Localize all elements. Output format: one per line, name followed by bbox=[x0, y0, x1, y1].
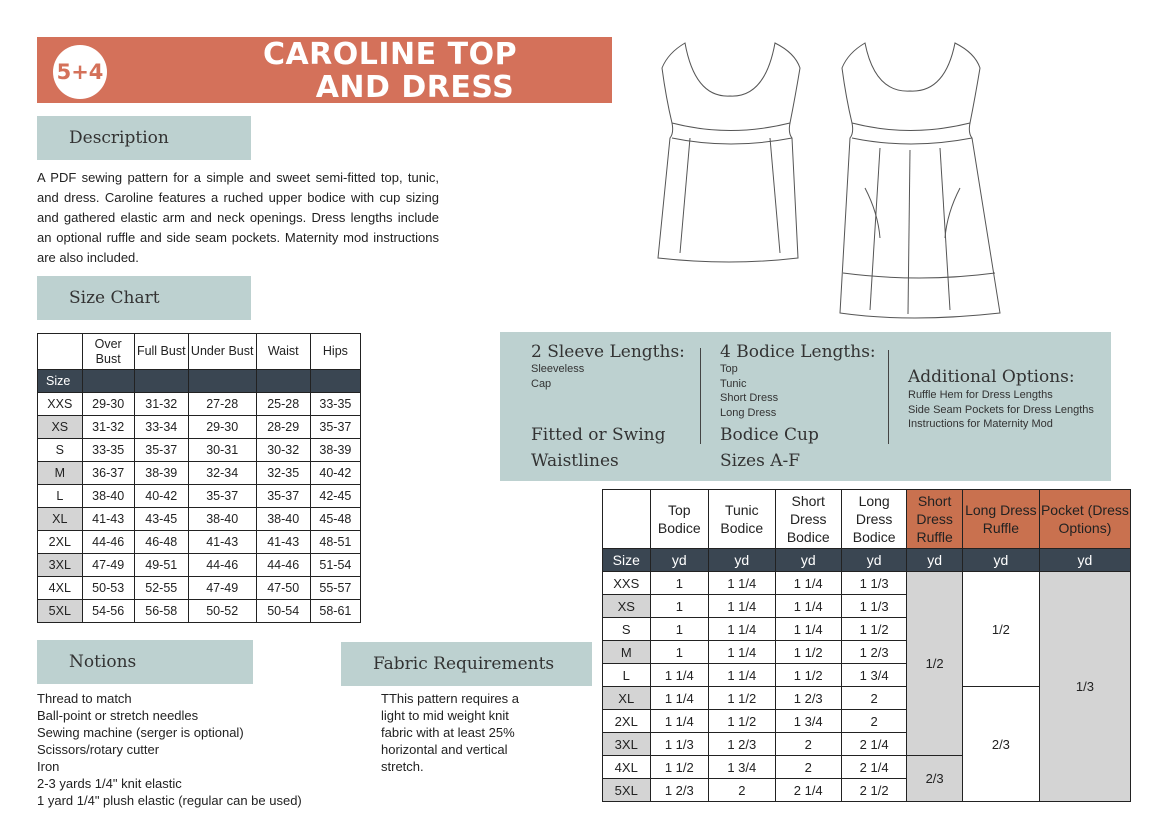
divider bbox=[700, 348, 701, 444]
bodice-item: Long Dress bbox=[720, 406, 777, 419]
measurement-cell: 44-46 bbox=[256, 554, 310, 577]
measurement-cell: 35-37 bbox=[256, 485, 310, 508]
yardage-cell: 2 bbox=[775, 733, 841, 756]
notions-list bbox=[37, 690, 302, 809]
cup-title: Bodice Cup Sizes A-F bbox=[720, 425, 819, 471]
measurement-cell: 40-42 bbox=[310, 462, 360, 485]
fabric-unit-cell: Size bbox=[603, 549, 651, 572]
size-chart-column-header: Waist bbox=[256, 334, 310, 370]
fabric-unit-cell: yd bbox=[709, 549, 775, 572]
size-chart-unit-label: Size bbox=[38, 370, 83, 393]
yardage-cell: 1 1/3 bbox=[650, 733, 709, 756]
fabric-unit-row bbox=[603, 549, 1131, 572]
fabric-unit-cell: yd bbox=[841, 549, 906, 572]
sleeve-item: Sleeveless bbox=[531, 363, 585, 375]
measurement-cell: 47-49 bbox=[188, 577, 256, 600]
measurement-cell: 55-57 bbox=[310, 577, 360, 600]
size-label: XS bbox=[603, 595, 651, 618]
fabric-column-header: Tunic Bodice bbox=[709, 490, 775, 549]
measurement-cell: 46-48 bbox=[134, 531, 188, 554]
measurement-cell: 48-51 bbox=[310, 531, 360, 554]
yardage-cell: 1 1/2 bbox=[775, 641, 841, 664]
page-title bbox=[220, 38, 560, 104]
sleeve-title: 2 Sleeve Lengths: bbox=[531, 342, 685, 362]
long-ruffle-cell: 2/3 bbox=[962, 687, 1039, 802]
notion-item: Thread to match bbox=[37, 691, 132, 706]
measurement-cell: 31-32 bbox=[82, 416, 134, 439]
title-line-1: CAROLINE TOP bbox=[262, 37, 518, 72]
yardage-cell: 2 1/4 bbox=[775, 779, 841, 802]
yardage-cell: 2 bbox=[841, 687, 906, 710]
measurement-cell: 50-53 bbox=[82, 577, 134, 600]
yardage-cell: 1 1/2 bbox=[841, 618, 906, 641]
notion-item: 2-3 yards 1/4" knit elastic bbox=[37, 776, 182, 791]
size-chart-column-header: Over Bust bbox=[82, 334, 134, 370]
measurement-cell: 47-49 bbox=[82, 554, 134, 577]
bodice-list bbox=[720, 362, 778, 420]
measurement-cell: 43-45 bbox=[134, 508, 188, 531]
yardage-cell: 1 1/4 bbox=[709, 572, 775, 595]
yardage-cell: 1 bbox=[650, 641, 709, 664]
fabric-unit-cell: yd bbox=[1039, 549, 1130, 572]
yardage-cell: 1 1/2 bbox=[709, 687, 775, 710]
measurement-cell: 38-40 bbox=[256, 508, 310, 531]
yardage-cell: 1 1/4 bbox=[650, 687, 709, 710]
fabric-unit-cell: yd bbox=[962, 549, 1039, 572]
size-label: 4XL bbox=[38, 577, 83, 600]
measurement-cell: 32-35 bbox=[256, 462, 310, 485]
size-chart-unit-cell bbox=[82, 370, 134, 393]
size-label: XXS bbox=[603, 572, 651, 595]
size-chart-header-row bbox=[38, 334, 361, 370]
fabric-table bbox=[602, 489, 1131, 802]
bodice-item: Tunic bbox=[720, 377, 747, 390]
yardage-cell: 1 1/2 bbox=[709, 710, 775, 733]
measurement-cell: 30-31 bbox=[188, 439, 256, 462]
notions-heading-label: Notions bbox=[69, 652, 137, 672]
size-label: XL bbox=[603, 687, 651, 710]
pocket-cell: 1/3 bbox=[1039, 572, 1130, 802]
size-label: S bbox=[603, 618, 651, 641]
notion-item: 1 yard 1/4" plush elastic (regular can be used) bbox=[37, 793, 302, 808]
title-line-2: AND DRESS bbox=[315, 70, 515, 105]
size-label: 3XL bbox=[603, 733, 651, 756]
size-chart-unit-cell bbox=[310, 370, 360, 393]
divider bbox=[888, 350, 889, 444]
size-chart-table bbox=[37, 333, 361, 623]
size-chart-column-header: Full Bust bbox=[134, 334, 188, 370]
measurement-cell: 52-55 bbox=[134, 577, 188, 600]
description-text: A PDF sewing pattern for a simple and sweet semi-fitted top, tunic, and dress. Caroline features a ruched upper bodice with cup sizing and gathered elastic arm and neck openings. Dress lengths include an optional ruffle and side seam pockets. Maternity mod instructions are also included. bbox=[37, 170, 439, 265]
measurement-cell: 49-51 bbox=[134, 554, 188, 577]
description-heading-label: Description bbox=[69, 128, 169, 148]
fabric-column-header: Pocket (Dress Options) bbox=[1039, 490, 1130, 549]
size-chart-row bbox=[38, 554, 361, 577]
size-chart-heading-label: Size Chart bbox=[69, 288, 160, 308]
measurement-cell: 33-35 bbox=[310, 393, 360, 416]
short-ruffle-cell: 2/3 bbox=[907, 756, 963, 802]
size-chart-row bbox=[38, 531, 361, 554]
size-label: L bbox=[603, 664, 651, 687]
measurement-cell: 42-45 bbox=[310, 485, 360, 508]
size-chart-unit-cell bbox=[134, 370, 188, 393]
yardage-cell: 2 bbox=[709, 779, 775, 802]
size-chart-corner bbox=[38, 334, 83, 370]
yardage-cell: 1 1/4 bbox=[709, 664, 775, 687]
fabric-column-header: Long Dress Ruffle bbox=[962, 490, 1039, 549]
yardage-cell: 1 1/4 bbox=[775, 595, 841, 618]
measurement-cell: 27-28 bbox=[188, 393, 256, 416]
yardage-cell: 1 3/4 bbox=[709, 756, 775, 779]
yardage-cell: 2 bbox=[841, 710, 906, 733]
yardage-cell: 2 1/4 bbox=[841, 733, 906, 756]
size-chart-row bbox=[38, 393, 361, 416]
size-label: S bbox=[38, 439, 83, 462]
fabric-corner bbox=[603, 490, 651, 549]
yardage-cell: 1 2/3 bbox=[709, 733, 775, 756]
yardage-cell: 1 3/4 bbox=[775, 710, 841, 733]
fabric-heading bbox=[341, 642, 592, 686]
size-chart-row bbox=[38, 508, 361, 531]
yardage-cell: 1 1/3 bbox=[841, 572, 906, 595]
measurement-cell: 40-42 bbox=[134, 485, 188, 508]
yardage-cell: 1 2/3 bbox=[650, 779, 709, 802]
description-heading bbox=[37, 116, 251, 160]
yardage-cell: 1 1/4 bbox=[709, 595, 775, 618]
measurement-cell: 41-43 bbox=[188, 531, 256, 554]
size-label: XXS bbox=[38, 393, 83, 416]
yardage-cell: 1 1/2 bbox=[775, 664, 841, 687]
fit-title: Fitted or Swing Waistlines bbox=[531, 425, 666, 471]
fabric-column-header: Top Bodice bbox=[650, 490, 709, 549]
bodice-item: Short Dress bbox=[720, 392, 779, 404]
size-chart-row bbox=[38, 485, 361, 508]
measurement-cell: 31-32 bbox=[134, 393, 188, 416]
yardage-cell: 1 1/4 bbox=[709, 618, 775, 641]
measurement-cell: 35-37 bbox=[188, 485, 256, 508]
measurement-cell: 41-43 bbox=[256, 531, 310, 554]
yardage-cell: 1 bbox=[650, 618, 709, 641]
yardage-cell: 1 1/4 bbox=[650, 664, 709, 687]
size-label: 2XL bbox=[38, 531, 83, 554]
sleeve-item: Cap bbox=[531, 377, 552, 390]
size-label: M bbox=[38, 462, 83, 485]
additional-title: Additional Options: bbox=[908, 367, 1075, 387]
yardage-cell: 1 1/3 bbox=[841, 595, 906, 618]
yardage-cell: 1 1/4 bbox=[709, 641, 775, 664]
yardage-cell: 1 1/4 bbox=[775, 572, 841, 595]
fabric-column-header: Long Dress Bodice bbox=[841, 490, 906, 549]
measurement-cell: 44-46 bbox=[82, 531, 134, 554]
measurement-cell: 56-58 bbox=[134, 600, 188, 623]
fabric-unit-cell: yd bbox=[775, 549, 841, 572]
measurement-cell: 50-54 bbox=[256, 600, 310, 623]
measurement-cell: 38-40 bbox=[188, 508, 256, 531]
size-chart-heading bbox=[37, 276, 251, 320]
yardage-cell: 1 1/4 bbox=[650, 710, 709, 733]
measurement-cell: 54-56 bbox=[82, 600, 134, 623]
measurement-cell: 51-54 bbox=[310, 554, 360, 577]
options-box bbox=[500, 332, 1111, 481]
fabric-column-header: Short Dress Bodice bbox=[775, 490, 841, 549]
size-chart-unit-cell bbox=[188, 370, 256, 393]
notions-heading bbox=[37, 640, 253, 684]
measurement-cell: 29-30 bbox=[188, 416, 256, 439]
size-chart-row bbox=[38, 462, 361, 485]
measurement-cell: 35-37 bbox=[134, 439, 188, 462]
additional-item: Side Seam Pockets for Dress Lengths bbox=[908, 403, 1094, 416]
size-chart-unit-row bbox=[38, 370, 361, 393]
size-label: XS bbox=[38, 416, 83, 439]
measurement-cell: 33-34 bbox=[134, 416, 188, 439]
size-label: 2XL bbox=[603, 710, 651, 733]
measurement-cell: 29-30 bbox=[82, 393, 134, 416]
bodice-item: Top bbox=[720, 363, 738, 375]
size-label: 4XL bbox=[603, 756, 651, 779]
measurement-cell: 32-34 bbox=[188, 462, 256, 485]
measurement-cell: 38-40 bbox=[82, 485, 134, 508]
fabric-row bbox=[603, 572, 1131, 595]
size-label: L bbox=[38, 485, 83, 508]
yardage-cell: 2 1/2 bbox=[841, 779, 906, 802]
additional-list bbox=[908, 388, 1098, 432]
notion-item: Sewing machine (serger is optional) bbox=[37, 725, 244, 740]
short-ruffle-cell: 1/2 bbox=[907, 572, 963, 756]
size-chart-row bbox=[38, 577, 361, 600]
size-chart-column-header: Under Bust bbox=[188, 334, 256, 370]
yardage-cell: 2 1/4 bbox=[841, 756, 906, 779]
yardage-cell: 1 2/3 bbox=[775, 687, 841, 710]
measurement-cell: 33-35 bbox=[82, 439, 134, 462]
measurement-cell: 38-39 bbox=[134, 462, 188, 485]
bodice-title: 4 Bodice Lengths: bbox=[720, 342, 876, 362]
yardage-cell: 1 1/2 bbox=[650, 756, 709, 779]
fabric-unit-cell: yd bbox=[650, 549, 709, 572]
fabric-unit-cell: yd bbox=[907, 549, 963, 572]
notion-item: Scissors/rotary cutter bbox=[37, 742, 160, 757]
size-label: M bbox=[603, 641, 651, 664]
size-label: XL bbox=[38, 508, 83, 531]
additional-item: Instructions for Maternity Mod bbox=[908, 418, 1053, 430]
measurement-cell: 28-29 bbox=[256, 416, 310, 439]
size-chart-unit-cell bbox=[256, 370, 310, 393]
fabric-column-header: Short Dress Ruffle bbox=[907, 490, 963, 549]
yardage-cell: 1 bbox=[650, 572, 709, 595]
size-label: 3XL bbox=[38, 554, 83, 577]
measurement-cell: 38-39 bbox=[310, 439, 360, 462]
brand-logo: 5+4 bbox=[53, 45, 107, 99]
notion-item: Ball-point or stretch needles bbox=[37, 708, 199, 723]
yardage-cell: 1 1/4 bbox=[775, 618, 841, 641]
yardage-cell: 2 bbox=[775, 756, 841, 779]
size-chart-column-header: Hips bbox=[310, 334, 360, 370]
measurement-cell: 45-48 bbox=[310, 508, 360, 531]
measurement-cell: 25-28 bbox=[256, 393, 310, 416]
size-label: 5XL bbox=[38, 600, 83, 623]
size-chart-row bbox=[38, 600, 361, 623]
measurement-cell: 50-52 bbox=[188, 600, 256, 623]
measurement-cell: 44-46 bbox=[188, 554, 256, 577]
measurement-cell: 58-61 bbox=[310, 600, 360, 623]
fabric-text: TThis pattern requires a light to mid weight knit fabric with at least 25% horizontal and vertical stretch. bbox=[381, 691, 520, 774]
yardage-cell: 1 3/4 bbox=[841, 664, 906, 687]
size-label: 5XL bbox=[603, 779, 651, 802]
measurement-cell: 30-32 bbox=[256, 439, 310, 462]
long-ruffle-cell: 1/2 bbox=[962, 572, 1039, 687]
fabric-heading-label: Fabric Requirements bbox=[373, 654, 555, 674]
garment-illustration bbox=[650, 38, 1010, 320]
measurement-cell: 35-37 bbox=[310, 416, 360, 439]
yardage-cell: 1 2/3 bbox=[841, 641, 906, 664]
measurement-cell: 41-43 bbox=[82, 508, 134, 531]
measurement-cell: 36-37 bbox=[82, 462, 134, 485]
notion-item: Iron bbox=[37, 759, 60, 774]
size-chart-row bbox=[38, 416, 361, 439]
additional-item: Ruffle Hem for Dress Lengths bbox=[908, 389, 1053, 401]
measurement-cell: 47-50 bbox=[256, 577, 310, 600]
fabric-header-row bbox=[603, 490, 1131, 549]
size-chart-row bbox=[38, 439, 361, 462]
sleeve-list bbox=[531, 362, 584, 391]
yardage-cell: 1 bbox=[650, 595, 709, 618]
